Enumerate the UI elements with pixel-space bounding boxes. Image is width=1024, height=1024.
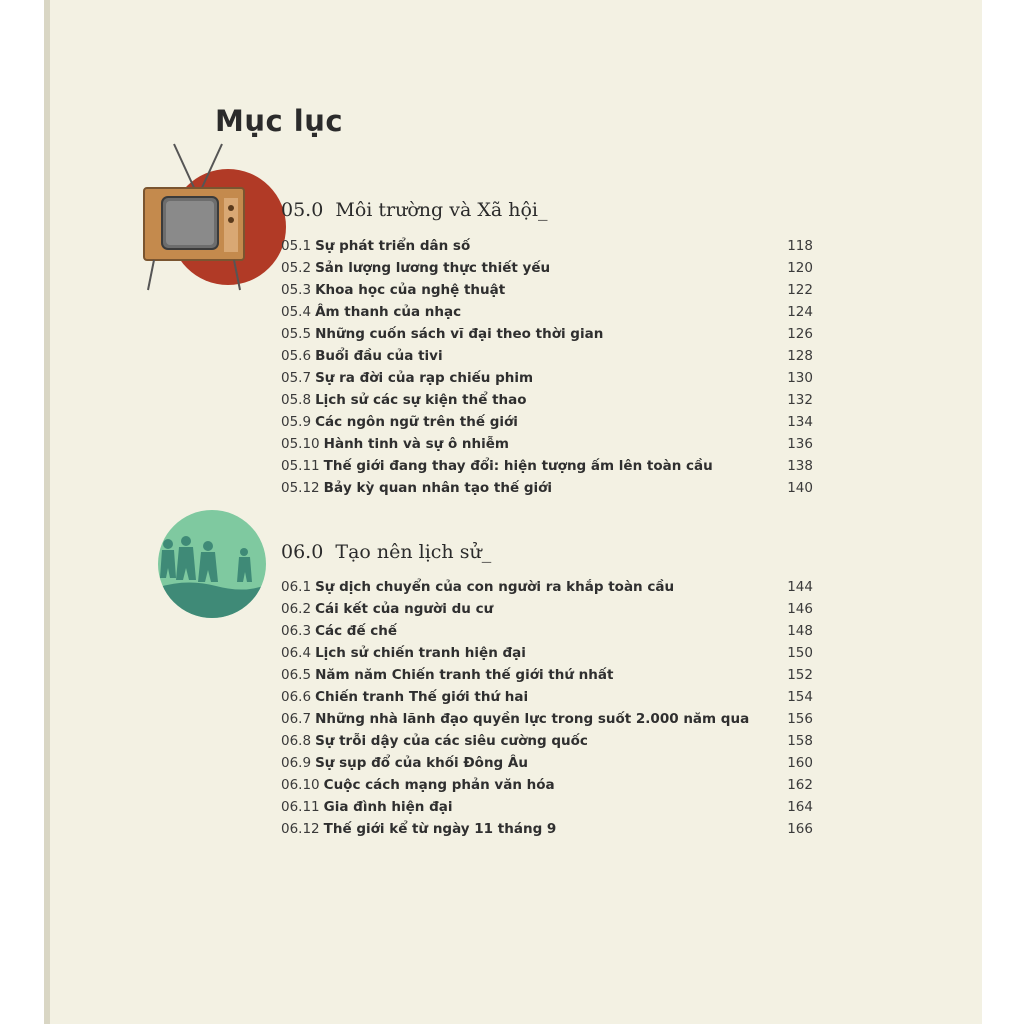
toc-entry-number: 05.2 xyxy=(281,260,312,276)
page-edge-shadow xyxy=(44,0,50,1024)
toc-entry-number: 06.12 xyxy=(281,821,320,837)
toc-entry-page: 128 xyxy=(787,348,813,364)
toc-entry[interactable] xyxy=(281,257,813,279)
toc-entry[interactable] xyxy=(281,598,813,620)
section-title: Môi trường và Xã hội_ xyxy=(335,199,548,221)
toc-entry-label: Cái kết của người du cư xyxy=(315,601,494,617)
toc-entry-label: Thế giới kể từ ngày 11 tháng 9 xyxy=(323,821,557,837)
toc-entry-label: Sự dịch chuyển của con người ra khắp toàn cầu xyxy=(315,579,675,595)
toc-entry[interactable] xyxy=(281,411,813,433)
toc-entry[interactable] xyxy=(281,455,813,477)
toc-entry-page: 122 xyxy=(787,282,813,298)
toc-entry-page: 118 xyxy=(787,238,813,254)
toc-entry-number: 05.6 xyxy=(281,348,312,364)
toc-entry-number: 06.4 xyxy=(281,645,312,661)
toc-entry[interactable] xyxy=(281,367,813,389)
toc-entry[interactable] xyxy=(281,686,813,708)
toc-list xyxy=(281,576,813,840)
toc-entry[interactable] xyxy=(281,279,813,301)
toc-entry-label: Các ngôn ngữ trên thế giới xyxy=(315,414,518,430)
toc-entry-label: Chiến tranh Thế giới thứ hai xyxy=(315,689,529,705)
toc-entry-label: Những cuốn sách vĩ đại theo thời gian xyxy=(315,326,604,342)
toc-entry-page: 146 xyxy=(787,601,813,617)
toc-entry-page: 148 xyxy=(787,623,813,639)
toc-entry-page: 150 xyxy=(787,645,813,661)
toc-entry-number: 05.12 xyxy=(281,480,320,496)
toc-entry-number: 06.5 xyxy=(281,667,312,683)
toc-entry-label: Sự sụp đổ của khối Đông Âu xyxy=(315,755,528,771)
toc-entry[interactable] xyxy=(281,620,813,642)
toc-entry[interactable] xyxy=(281,642,813,664)
toc-entry-page: 164 xyxy=(787,799,813,815)
section-number: 05.0 xyxy=(281,199,324,221)
toc-entry-page: 154 xyxy=(787,689,813,705)
toc-entry-number: 05.1 xyxy=(281,238,312,254)
toc-entry-number: 06.1 xyxy=(281,579,312,595)
toc-entry-page: 156 xyxy=(787,711,813,727)
toc-entry-number: 06.10 xyxy=(281,777,320,793)
toc-entry-label: Gia đình hiện đại xyxy=(323,799,453,815)
section-title: Tạo nên lịch sử_ xyxy=(335,541,492,563)
toc-entry-number: 06.3 xyxy=(281,623,312,639)
toc-entry-page: 162 xyxy=(787,777,813,793)
toc-entry-page: 166 xyxy=(787,821,813,837)
toc-entry[interactable] xyxy=(281,752,813,774)
toc-entry-page: 126 xyxy=(787,326,813,342)
toc-entry-number: 05.10 xyxy=(281,436,320,452)
toc-entry-label: Hành tinh và sự ô nhiễm xyxy=(323,436,509,452)
toc-entry-label: Sự ra đời của rạp chiếu phim xyxy=(315,370,534,386)
toc-entry-page: 134 xyxy=(787,414,813,430)
toc-entry-page: 160 xyxy=(787,755,813,771)
toc-entry-label: Khoa học của nghệ thuật xyxy=(315,282,506,298)
toc-entry[interactable] xyxy=(281,774,813,796)
toc-entry[interactable] xyxy=(281,818,813,840)
page-title: Mục lục xyxy=(215,104,344,138)
toc-entry-number: 05.7 xyxy=(281,370,312,386)
toc-entry-label: Âm thanh của nhạc xyxy=(315,304,462,320)
toc-entry-label: Các đế chế xyxy=(315,623,398,639)
toc-entry[interactable] xyxy=(281,576,813,598)
toc-entry[interactable] xyxy=(281,477,813,499)
book-page xyxy=(44,0,982,1024)
toc-entry-page: 152 xyxy=(787,667,813,683)
toc-entry-label: Buổi đầu của tivi xyxy=(315,348,443,364)
toc-list xyxy=(281,235,813,499)
toc-entry[interactable] xyxy=(281,708,813,730)
toc-entry-page: 158 xyxy=(787,733,813,749)
section-heading xyxy=(281,541,491,563)
section-number: 06.0 xyxy=(281,541,324,563)
toc-entry-label: Lịch sử các sự kiện thể thao xyxy=(315,392,527,408)
toc-entry-number: 05.5 xyxy=(281,326,312,342)
toc-entry-number: 06.8 xyxy=(281,733,312,749)
toc-entry-label: Thế giới đang thay đổi: hiện tượng ấm lên toàn cầu xyxy=(323,458,713,474)
toc-entry-page: 130 xyxy=(787,370,813,386)
toc-entry-number: 06.2 xyxy=(281,601,312,617)
toc-entry-label: Bảy kỳ quan nhân tạo thế giới xyxy=(323,480,553,496)
toc-entry-label: Sản lượng lương thực thiết yếu xyxy=(315,260,551,276)
toc-entry-label: Sự trỗi dậy của các siêu cường quốc xyxy=(315,733,588,749)
toc-entry-page: 144 xyxy=(787,579,813,595)
toc-entry[interactable] xyxy=(281,796,813,818)
television-icon xyxy=(136,140,286,295)
toc-entry-number: 06.11 xyxy=(281,799,320,815)
toc-entry-page: 132 xyxy=(787,392,813,408)
toc-entry-label: Lịch sử chiến tranh hiện đại xyxy=(315,645,526,661)
toc-entry[interactable] xyxy=(281,235,813,257)
toc-entry-number: 05.11 xyxy=(281,458,320,474)
toc-entry-label: Năm năm Chiến tranh thế giới thứ nhất xyxy=(315,667,614,683)
toc-entry-number: 05.9 xyxy=(281,414,312,430)
toc-entry-page: 124 xyxy=(787,304,813,320)
toc-entry-label: Những nhà lãnh đạo quyền lực trong suốt 2.000 năm qua xyxy=(315,711,750,727)
toc-entry[interactable] xyxy=(281,345,813,367)
toc-entry-number: 05.3 xyxy=(281,282,312,298)
toc-entry-label: Cuộc cách mạng phản văn hóa xyxy=(323,777,555,793)
toc-entry[interactable] xyxy=(281,323,813,345)
toc-entry-number: 06.9 xyxy=(281,755,312,771)
section-heading xyxy=(281,199,548,221)
toc-entry[interactable] xyxy=(281,433,813,455)
toc-entry[interactable] xyxy=(281,389,813,411)
toc-entry-number: 05.4 xyxy=(281,304,312,320)
toc-entry-page: 140 xyxy=(787,480,813,496)
toc-entry[interactable] xyxy=(281,301,813,323)
toc-entry[interactable] xyxy=(281,730,813,752)
toc-entry-page: 136 xyxy=(787,436,813,452)
toc-entry-number: 06.7 xyxy=(281,711,312,727)
soldiers-icon xyxy=(156,508,268,620)
toc-entry-page: 138 xyxy=(787,458,813,474)
toc-entry-label: Sự phát triển dân số xyxy=(315,238,471,254)
toc-entry-number: 05.8 xyxy=(281,392,312,408)
toc-entry-number: 06.6 xyxy=(281,689,312,705)
toc-entry[interactable] xyxy=(281,664,813,686)
toc-entry-page: 120 xyxy=(787,260,813,276)
